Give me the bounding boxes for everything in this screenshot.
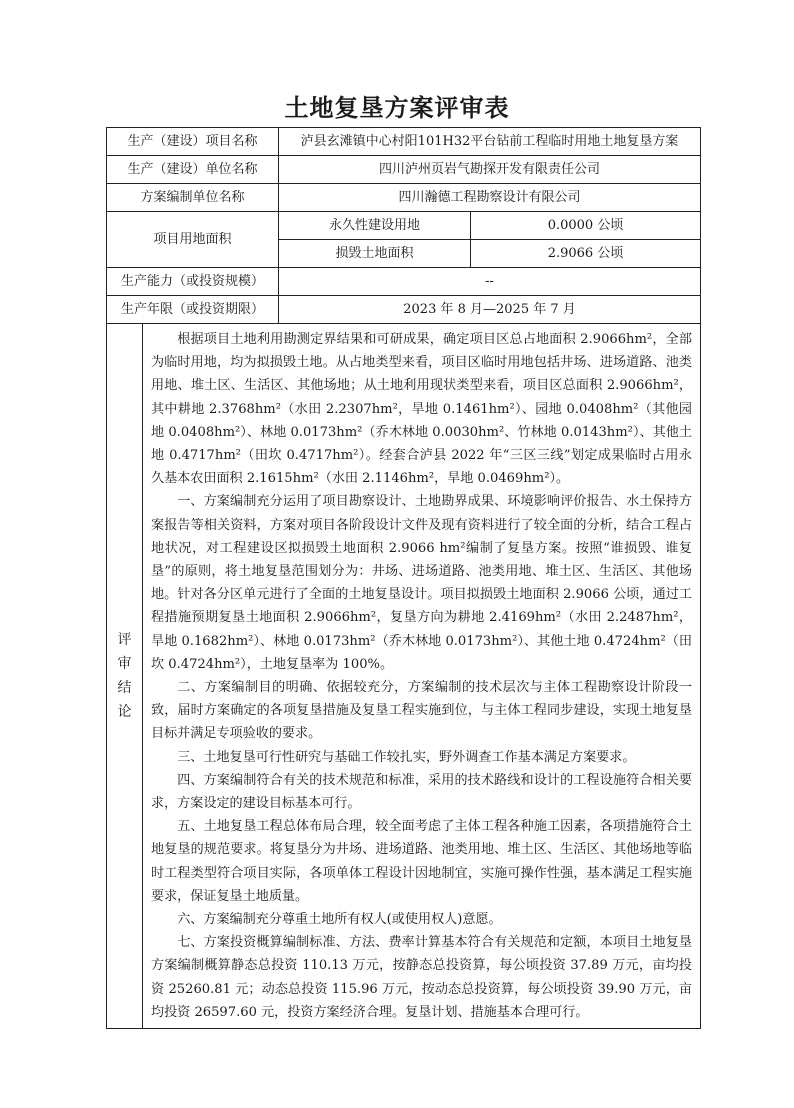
review-paragraph: 二、方案编制目的明确、依据较充分，方案编制的技术层次与主体工程勘察设计阶段一致，届时方案确定的各项复垦措施及复垦工程实施到位，与主体工程同步建设，实现土地复垦目标并满足专项验收的要求。	[151, 680, 693, 742]
review-paragraph: 六、方案编制充分尊重土地所有权人(或使用权人)意愿。	[177, 912, 502, 928]
page-title: 土地复垦方案评审表	[284, 94, 510, 122]
damaged-land-value: 2.9066 公顷	[471, 240, 701, 268]
compiler-label: 方案编制单位名称	[107, 184, 279, 212]
unit-name-label: 生产（建设）单位名称	[107, 156, 279, 184]
capacity-value: --	[279, 268, 701, 296]
project-name-label: 生产（建设）项目名称	[107, 128, 279, 156]
row-unit-name	[107, 156, 701, 184]
review-paragraph: 根据项目土地利用勘测定界结果和可研成果，确定项目区总占地面积 2.9066hm²，全部为临时用地，均为拟损毁土地。从占地类型来看，项目区临时用地包括井场、进场道路、池类用地、堆土区、生活区、其他场地；从土地利用现状类型来看，项目区总面积 2.9066hm²，其中耕地 2.3768hm²（水田 2.2307hm²，旱地 0.1461hm²）、园地 0.0408hm²（其他园地 0.0408hm²）、林地 0.0173hm²（乔木林地 0.0030hm²、竹林地 0.0143hm²）、其他土地 0.4717hm²（田坎 0.4717hm²）。经套合泸县 2022 年“三区三线”划定成果临时占用永久基本农田面积 2.1615hm²（水田 2.1146hm²，旱地 0.0469hm²）。	[151, 332, 693, 487]
row-capacity	[107, 268, 701, 296]
review-conclusion-text	[143, 324, 701, 1029]
capacity-label: 生产能力（或投资规模）	[107, 268, 279, 296]
period-value: 2023 年 8 月—2025 年 7 月	[279, 296, 701, 324]
permanent-land-value: 0.0000 公顷	[471, 212, 701, 240]
row-period	[107, 296, 701, 324]
review-paragraph: 三、土地复垦可行性研究与基础工作较扎实，野外调查工作基本满足方案要求。	[177, 749, 636, 765]
row-project-name	[107, 128, 701, 156]
row-review	[107, 324, 701, 1029]
review-label-char: 论	[117, 704, 132, 721]
review-table	[106, 127, 701, 1029]
review-paragraph: 四、方案编制符合有关的技术规范和标准，采用的技术路线和设计的工程设施符合相关要求，方案设定的建设目标基本可行。	[151, 772, 693, 812]
project-name-value: 泸县玄滩镇中心村阳101H32平台钻前工程临时用地土地复垦方案	[279, 128, 701, 156]
row-area-permanent	[107, 212, 701, 240]
compiler-value: 四川瀚德工程勘察设计有限公司	[279, 184, 701, 212]
unit-name-value: 四川泸州页岩气勘探开发有限责任公司	[279, 156, 701, 184]
review-paragraph: 一、方案编制充分运用了项目勘察设计、土地勘界成果、环境影响评价报告、水土保持方案报告等相关资料，方案对项目各阶段设计文件及现有资料进行了较全面的分析，结合工程占地状况，对工程建设区拟损毁土地面积 2.9066 hm²编制了复垦方案。按照“谁损毁、谁复垦”的原则，将土地复垦范围划分为：井场、进场道路、池类用地、堆土区、生活区、其他场地。针对各分区单元进行了全面的土地复垦设计。项目拟损毁土地面积 2.9066 公顷，通过工程措施预期复垦土地面积 2.9066hm²，复垦方向为耕地 2.4169hm²（水田 2.2487hm²，旱地 0.1682hm²）、林地 0.0173hm²（乔木林地 0.0173hm²）、其他土地 0.4724hm²（田坎 0.4724hm²），土地复垦率为 100%。	[151, 494, 693, 672]
review-paragraph: 五、土地复垦工程总体布局合理，较全面考虑了主体工程各种施工因素，各项措施符合土地复垦的规范要求。将复垦分为井场、进场道路、池类用地、堆土区、生活区、其他场地等临时工程类型符合项目实际，各项单体工程设计因地制宜，实施可操作性强，基本满足工程实施要求，保证复垦土地质量。	[151, 819, 693, 904]
review-label-char: 结	[117, 680, 132, 697]
review-label-char: 审	[117, 656, 132, 673]
review-conclusion-label	[107, 324, 143, 1029]
review-label-char: 评	[117, 632, 132, 649]
period-label: 生产年限（或投资期限）	[107, 296, 279, 324]
row-compiler	[107, 184, 701, 212]
permanent-land-label: 永久性建设用地	[279, 212, 471, 240]
area-label: 项目用地面积	[107, 212, 279, 268]
review-paragraph: 七、方案投资概算编制标准、方法、费率计算基本符合有关规范和定额，本项目土地复垦方案编制概算静态总投资 110.13 万元，按静态总投资算，每公顷投资 37.89 万元，亩均投资 25260.81 元；动态总投资 115.96 万元，按动态总投资算，每公顷投资 39.90 万元，亩均投资 26597.60 元，投资方案经济合理。复垦计划、措施基本合理可行。	[151, 935, 693, 1020]
damaged-land-label: 损毁土地面积	[279, 240, 471, 268]
